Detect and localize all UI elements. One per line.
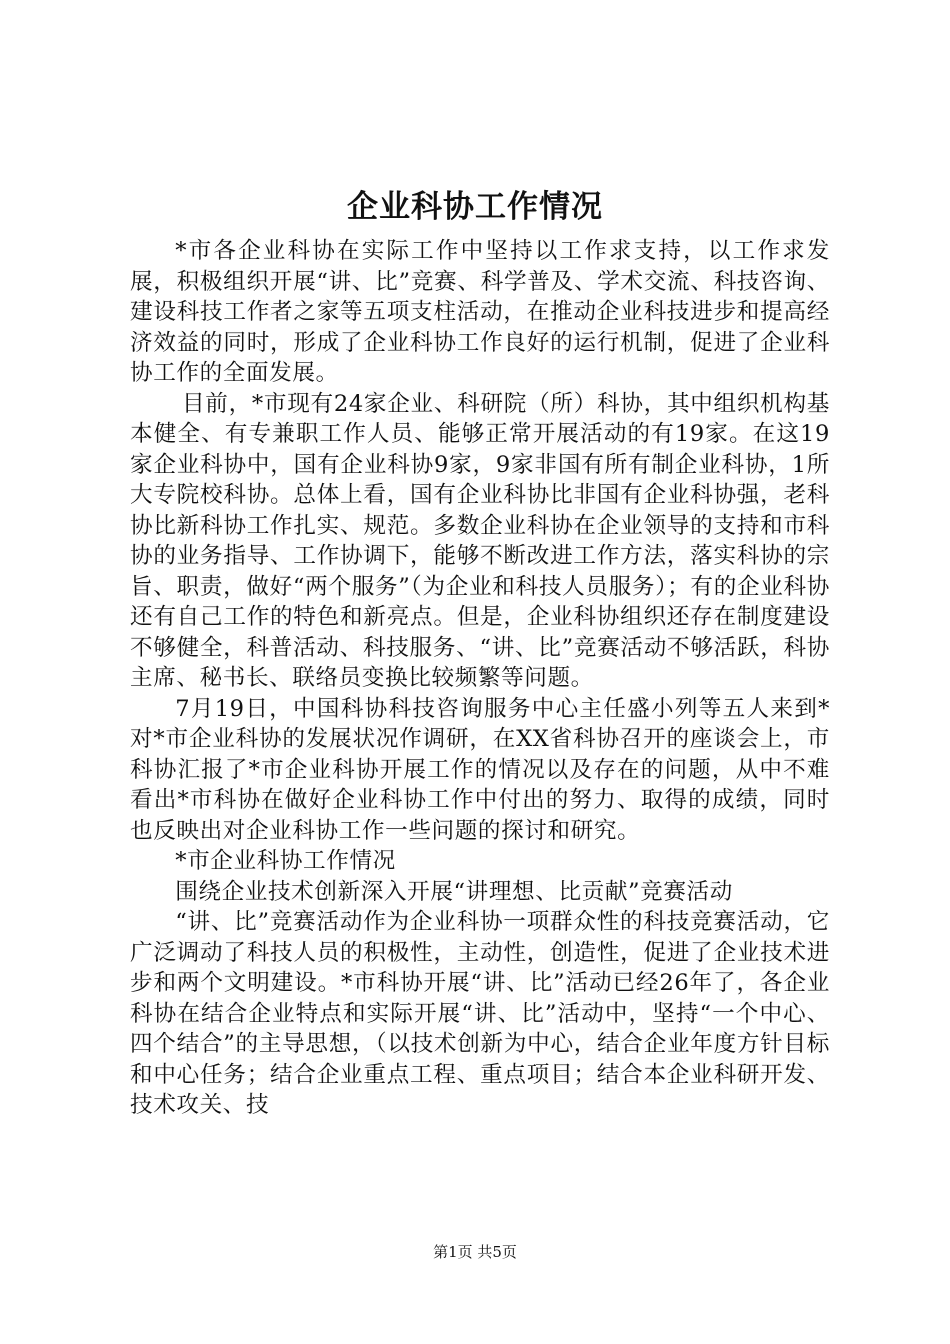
paragraph-current-status: 目前，*市现有24家企业、科研院（所）科协，其中组织机构基本健全、有专兼职工作人员、能够正常开展活动的有19家。在这19家企业科协中，国有企业科协9家，9家非国有所有制企业科协，1所大专院校科协。总体上看，国有企业科协比非国有企业科协强，老科协比新科协工作扎实、规范。多数企业科协在企业领导的支持和市科协的业务指导、工作协调下，能够不断改进工作方法，落实科协的宗旨、职责，做好“两个服务”（为企业和科技人员服务）；有的企业科协还有自己工作的特色和新亮点。但是，企业科协组织还存在制度建设不够健全，科普活动、科技服务、“讲、比”竞赛活动不够活跃，科协主席、秘书长、联络员变换比较频繁等问题。 bbox=[130, 390, 830, 691]
paragraph-competition: “讲、比”竞赛活动作为企业科协一项群众性的科技竞赛活动，它广泛调动了科技人员的积极性，主动性，创造性，促进了企业技术进步和两个文明建设。*市科协开展“讲、比”活动已经26年了，各企业科协在结合企业特点和实际开展“讲、比”活动中，坚持“一个中心、四个结合”的主导思想，（以技术创新为中心，结合企业年度方针目标和中心任务；结合企业重点工程、重点项目；结合本企业科研开发、技术攻关、技 bbox=[130, 909, 830, 1118]
section-heading: *市企业科协工作情况 bbox=[175, 848, 396, 874]
paragraph-intro: *市各企业科协在实际工作中坚持以工作求支持，以工作求发展，积极组织开展“讲、比”竞赛、科学普及、学术交流、科技咨询、建设科技工作者之家等五项支柱活动，在推动企业科技进步和提高经济效益的同时，形成了企业科协工作良好的运行机制，促进了企业科协工作的全面发展。 bbox=[130, 238, 830, 386]
page-number-footer: 第1页 共5页 bbox=[433, 1243, 517, 1261]
paragraph-research-visit: 7月19日，中国科协科技咨询服务中心主任盛小列等五人来到*对*市企业科协的发展状况作调研，在XX省科协召开的座谈会上，市科协汇报了*市企业科协开展工作的情况以及存在的问题，从中不难看出*市科协在做好企业科协工作中付出的努力、取得的成绩，同时也反映出对企业科协工作一些问题的探讨和研究。 bbox=[130, 695, 830, 844]
document-title: 企业科协工作情况 bbox=[347, 189, 603, 225]
subsection-heading: 围绕企业技术创新深入开展“讲理想、比贡献”竞赛活动 bbox=[175, 878, 733, 905]
document-body bbox=[130, 236, 830, 1121]
